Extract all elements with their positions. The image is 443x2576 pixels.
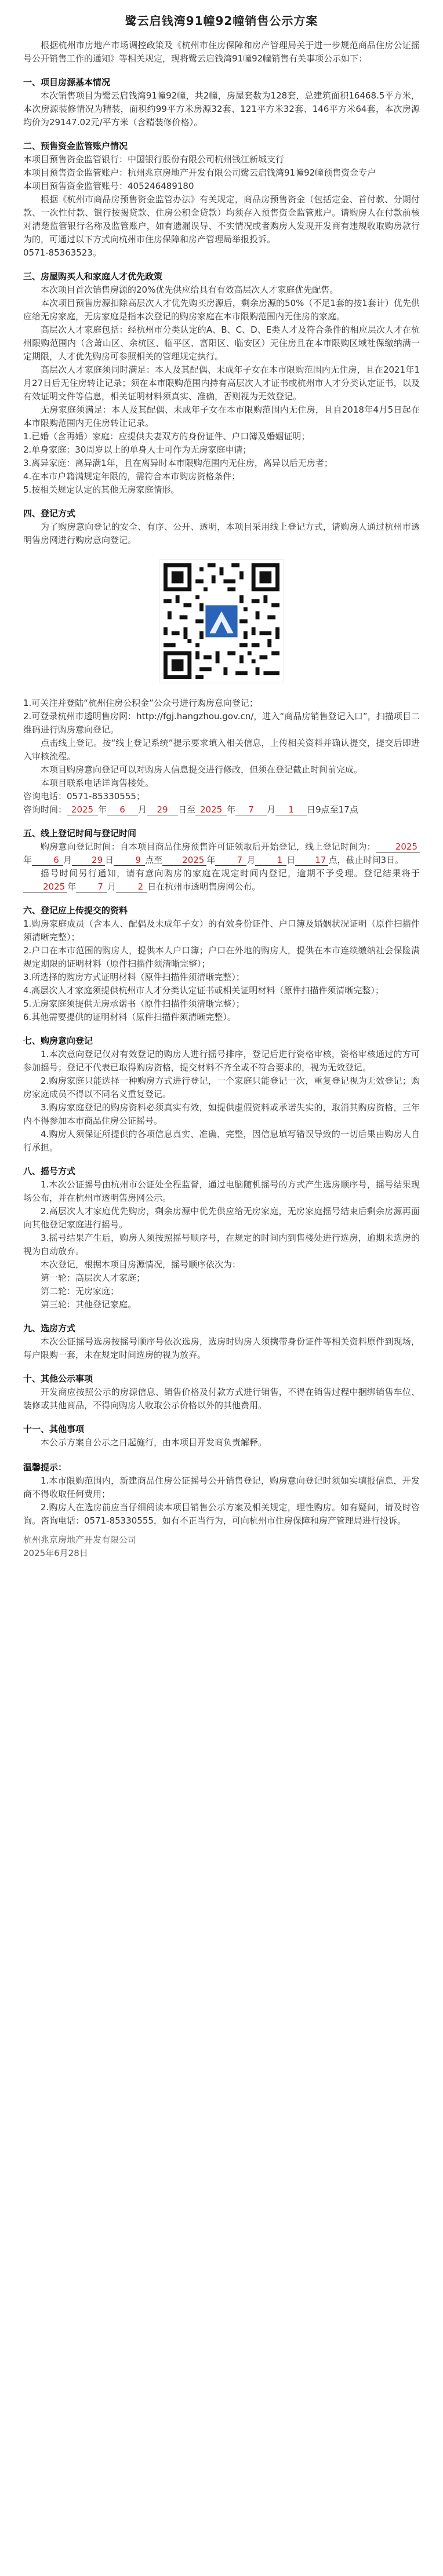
registration-step: 点击线上登记。按“线上登记系统”提示要求填入相关信息，上传相关资料并确认提交，提交后即进入审核流程。 <box>23 738 420 761</box>
section-9-body: 本次公证摇号选房按摇号顺序号依次选房，选房时购房人须携带身份证件等相关资料原件到现场，每户限购一套，未在规定时间选房的视为放弃。 <box>23 1336 420 1360</box>
section-7-para: 1.本次意向登记仅对有效登记的购房人进行摇号排序，登记后进行资格审核，资格审核通过的方可参加摇号；登记不代表已取得购房资格，提交材料不齐全或不符合要求的，视为无效登记。 <box>23 1049 420 1073</box>
registration-duration: 截止时间3日。 <box>346 855 404 865</box>
footer-date: 2025年6月28日 <box>23 1548 88 1558</box>
consult-time-label: 咨询时间： <box>23 804 67 815</box>
section-11-body: 本公示方案自公示之日起施行，由本项目开发商负责解释。 <box>41 1437 267 1448</box>
section-10-heading: 十、其他公示事项 <box>23 1373 93 1384</box>
section-1-body: 本次销售项目为鹭云启钱湾91幢92幢，共2幢，房屋套数为128套，总建筑面积16468.5平方米，本次房源装修情况为精装，面积约99平方米房源32套、121平方米32套、146平方米64套，本次房源均价为29147.02元/平方米（含精装修价格）。 <box>23 90 420 127</box>
section-3-para: 高层次人才家庭包括：经杭州市分类认定的A、B、C、D、E类人才及符合条件的相应层次人才在杭州限购范围内（含萧山区、余杭区、临平区、富阳区、临安区）无住房且在本市限购区域社保缴纳满一定期限，人才优先购房可参照相关的管理规定执行。 <box>23 325 420 362</box>
section-1-heading: 一、项目房源基本情况 <box>23 77 111 88</box>
result-month: 7 <box>76 881 107 892</box>
result-day: 2 <box>116 881 147 892</box>
section-3-heading: 三、房屋购买人和家庭人才优先政策 <box>23 271 163 282</box>
consult-start-year: 2025 <box>67 804 98 815</box>
section-7-heading: 七、购房意向登记 <box>23 1036 93 1046</box>
section-3-list-item: 2.单身家庭：30周岁以上的单身人士可作为无房家庭申请； <box>23 444 252 455</box>
section-3-para: 本次项目预售房源扣除高层次人才优先购买房源后，剩余房源的50%（不足1套的按1套计）优先供应给无房家庭，无房家庭是指本次登记的购房家庭在本市限购范围内无住房的家庭。 <box>23 298 420 322</box>
section-8-para: 3.摇号结果产生后，购房人须按照摇号顺序号，在规定的时间内到售楼处进行选房，逾期未选房的视为自动放弃。 <box>23 1233 420 1256</box>
registration-step: 本项目联系电话详询售楼处。 <box>41 778 154 788</box>
consult-start-month: 6 <box>107 804 138 815</box>
registration-period: 购房意向登记时间：自本项目商品住房预售许可证领取后开始登记，线上登记时间为： 2025年 6 月 29 日 9 点至 2025 年 7 月 1 日 17 点，截止时间3日。 <box>23 840 420 867</box>
result-year: 2025 <box>23 881 67 892</box>
section-4-heading: 四、登记方式 <box>23 508 76 519</box>
required-document: 6.其他需要提供的证明材料（原件扫描件须清晰完整）。 <box>23 1012 236 1022</box>
section-7-para: 2.购房家庭只能选择一种购房方式进行登记，一个家庭只能登记一次，重复登记视为无效登记；购房家庭成员不得以不同名义重复登记。 <box>23 1076 420 1099</box>
registration-step: 1.可关注并登陆“杭州住房公积金”公众号进行购房意向登记； <box>23 698 258 708</box>
result-announcement: 摇号时间另行通知，请有意向购房的家庭在规定时间内登记，逾期不予受理。登记结果将于2025 年 7 月 2 日在杭州市透明售房网公布。 <box>23 867 420 894</box>
consult-end-day: 1 <box>275 804 307 815</box>
registration-step-text: 2.可登录杭州市透明售房网：http://fgj.hangzhou.gov.cn/，进入“商品房销售登记入口”，扫描项目二维码进行购房意向登记。 <box>23 711 420 735</box>
lottery-order-intro: 本次登记，根据本项目房源情况，摇号顺序依次为： <box>41 1259 241 1270</box>
result-announcement-suffix: 在杭州市透明售房网公布。 <box>156 881 261 892</box>
lottery-round: 第一轮：高层次人才家庭； <box>41 1273 146 1283</box>
section-3-list-item: 4.在本市户籍满规定年限的，需符合本市购房资格条件； <box>23 471 241 482</box>
supervision-rules: 根据《杭州市商品房预售资金监管办法》有关规定，商品房预售资金（包括定金、首付款、分期付款、一次性付款、银行按揭贷款、住房公积金贷款）均须存入预售资金监管账户。请购房人在付款前核对清楚监管银行名称及监管账户，如有遗漏误导、不实情况或者购房人发现开发商有违规收取购房款行为的，可通过以下方式向杭州市住房保障和房产管理局举报投诉。 <box>23 194 420 245</box>
required-document: 1.购房家庭成员（含本人、配偶及未成年子女）的有效身份证件、户口簿及婚姻状况证明（原件扫描件须清晰完整）； <box>23 919 420 942</box>
section-8-para: 1.本次公证摇号由杭州市公证处全程监督，通过电脑随机摇号的方式产生选房顺序号，摇号结果现场公布，并在杭州市透明售房网公示。 <box>23 1179 420 1203</box>
reg-start-month: 6 <box>32 855 63 866</box>
registration-qr-code[interactable] <box>160 560 283 683</box>
section-8-heading: 八、摇号方式 <box>23 1166 76 1176</box>
consult-hours: 9点至17点 <box>315 804 358 815</box>
supervision-account-number: 本项目预售资金监管账号：405246489180 <box>23 181 194 191</box>
section-9-heading: 九、选房方式 <box>23 1323 76 1333</box>
footer-company: 杭州兆京房地产开发有限公司 <box>23 1535 137 1545</box>
section-5-heading: 五、线上登记时间与登记时间 <box>23 828 137 839</box>
consult-phone: 咨询电话：0571-85330555； <box>23 791 145 801</box>
supervision-account-name: 本项目预售资金监管账户：杭州兆京房地产开发有限公司鹭云启钱湾91幢92幢预售资金专户 <box>23 167 376 178</box>
lottery-round: 第三轮：其他登记家庭。 <box>41 1299 137 1310</box>
page-title: 鹭云启钱湾91幢92幢销售公示方案 <box>125 14 318 28</box>
required-document: 4.高层次人才家庭须提供杭州市人才分类认定证书或相关证明材料（原件扫描件须清晰完整）； <box>23 985 384 996</box>
reg-start-hour: 9 <box>114 855 145 866</box>
tip-item: 2.购房人在选房前应当仔细阅读本项目销售公示方案及相关规定，理性购房。如有疑问，请及时咨询。咨询电话：0571-85330555，如有不正当行为，可向杭州市住房保障和房产管理局进行投诉。 <box>23 1502 420 1526</box>
section-3-para: 无房家庭须满足：本人及其配偶、未成年子女在本市限购范围内无住房，且自2018年4月5日起在本市限购范围内无住房转让记录。 <box>23 405 420 428</box>
section-4-body: 为了购房意向登记的安全、有序、公开、透明，本项目采用线上登记方式，请购房人通过杭州市透明售房网进行购房意向登记。 <box>23 522 420 545</box>
required-document: 5.无房家庭须提供无房承诺书（原件扫描件须清晰完整）； <box>23 999 245 1009</box>
consult-time: 咨询时间： 2025 年 6 月 29 日至 2025 年 7 月 1 日9点至17点 <box>23 804 358 815</box>
section-3-para: 高层次人才家庭须同时满足：本人及其配偶、未成年子女在本市限购范围内无住房，且在2021年1月27日后无住房转让记录；须在本市限购范围内持有高层次人才证书或杭州市人才分类认定证书，以及有效证明文件等信息，相关证明材料须真实、准确，否则视为无效登记。 <box>23 365 420 402</box>
reg-end-day: 1 <box>255 855 286 866</box>
section-7-para: 3.购房家庭登记的购房资料必须真实有效，如提供虚假资料或承诺失实的，取消其购房资格，三年内不得参加本市商品住房公证摇号。 <box>23 1102 420 1126</box>
supervision-bank: 本项目预售资金监管银行：中国银行股份有限公司杭州钱江新城支行 <box>23 154 285 165</box>
required-document: 2.户口在本市范围的购房人，提供本人户口簿；户口在外地的购房人，提供在本市连续缴纳社会保险满规定期限的证明材料（原件扫描件须清晰完整）； <box>23 945 420 969</box>
section-3-para: 本次项目首次销售房源的20%优先供应给具有有效高层次人才家庭优先配售。 <box>41 285 339 295</box>
registration-period-label: 购房意向登记时间：自本项目商品住房预售许可证领取后开始登记，线上登记时间为： <box>41 841 376 852</box>
required-document: 3.所选择的购房方式证明材料（原件扫描件须清晰完整）； <box>23 972 245 982</box>
consult-end-month: 7 <box>235 804 267 815</box>
result-announcement-text: 摇号时间另行通知，请有意向购房的家庭在规定时间内登记，逾期不予受理。登记结果将于 <box>41 868 420 879</box>
section-3-list-item: 5.按相关规定认定的其他无房家庭情形。 <box>23 484 180 495</box>
reg-end-hour: 17 <box>295 855 328 866</box>
section-3-list-item: 3.离异家庭：离异满1年，且在离异时本市限购范围内无住房，离异以后无房者； <box>23 458 333 468</box>
complaint-phone: 0571-85363523。 <box>23 247 101 258</box>
reg-start-year: 2025 <box>376 841 420 852</box>
reg-end-year: 2025 <box>162 855 206 866</box>
section-8-para: 2.高层次人才家庭优先购房，剩余房源中优先供应给无房家庭，无房家庭摇号结束后剩余房源再面向其他登记家庭进行摇号。 <box>23 1206 420 1230</box>
section-6-heading: 六、登记应上传提交的资料 <box>23 905 128 916</box>
section-7-para: 4.购房人须保证所提供的各项信息真实、准确、完整，因信息填写错误导致的一切后果由购房人自行承担。 <box>23 1129 420 1153</box>
reg-end-month: 7 <box>215 855 246 866</box>
consult-end-year: 2025 <box>195 804 227 815</box>
section-3-list-item: 1.已婚（含再婚）家庭：应提供夫妻双方的身份证件、户口簿及婚姻证明； <box>23 431 310 442</box>
registration-step <box>23 710 420 737</box>
section-2-heading: 二、预售资金监管账户情况 <box>23 141 128 151</box>
section-10-body: 开发商应按照公示的房源信息、销售价格及付款方式进行销售，不得在销售过程中捆绑销售车位、装修或其他商品，不得向购房人收取公示价格以外的其他费用。 <box>23 1387 420 1411</box>
consult-start-day: 29 <box>147 804 178 815</box>
reg-start-day: 29 <box>72 855 105 866</box>
intro-paragraph: 根据杭州市房地产市场调控政策及《杭州市住房保障和房产管理局关于进一步规范商品住房公证摇号公开销售工作的通知》等相关规定，现将鹭云启钱湾91幢92幢销售有关事项公示如下： <box>23 40 420 64</box>
section-11-heading: 十一、其他事项 <box>23 1424 85 1434</box>
tips-heading: 温馨提示： <box>23 1462 67 1473</box>
lottery-round: 第二轮：无房家庭； <box>41 1286 119 1296</box>
registration-step: 本项目购房意向登记可以对购房人信息提交进行修改，但须在登记截止时间前完成。 <box>41 764 363 775</box>
tip-item: 1.本市限购范围内，新建商品住房公证摇号公开销售登记，购房意向登记时须如实填报信息，开发商不得收取任何费用； <box>23 1475 420 1499</box>
